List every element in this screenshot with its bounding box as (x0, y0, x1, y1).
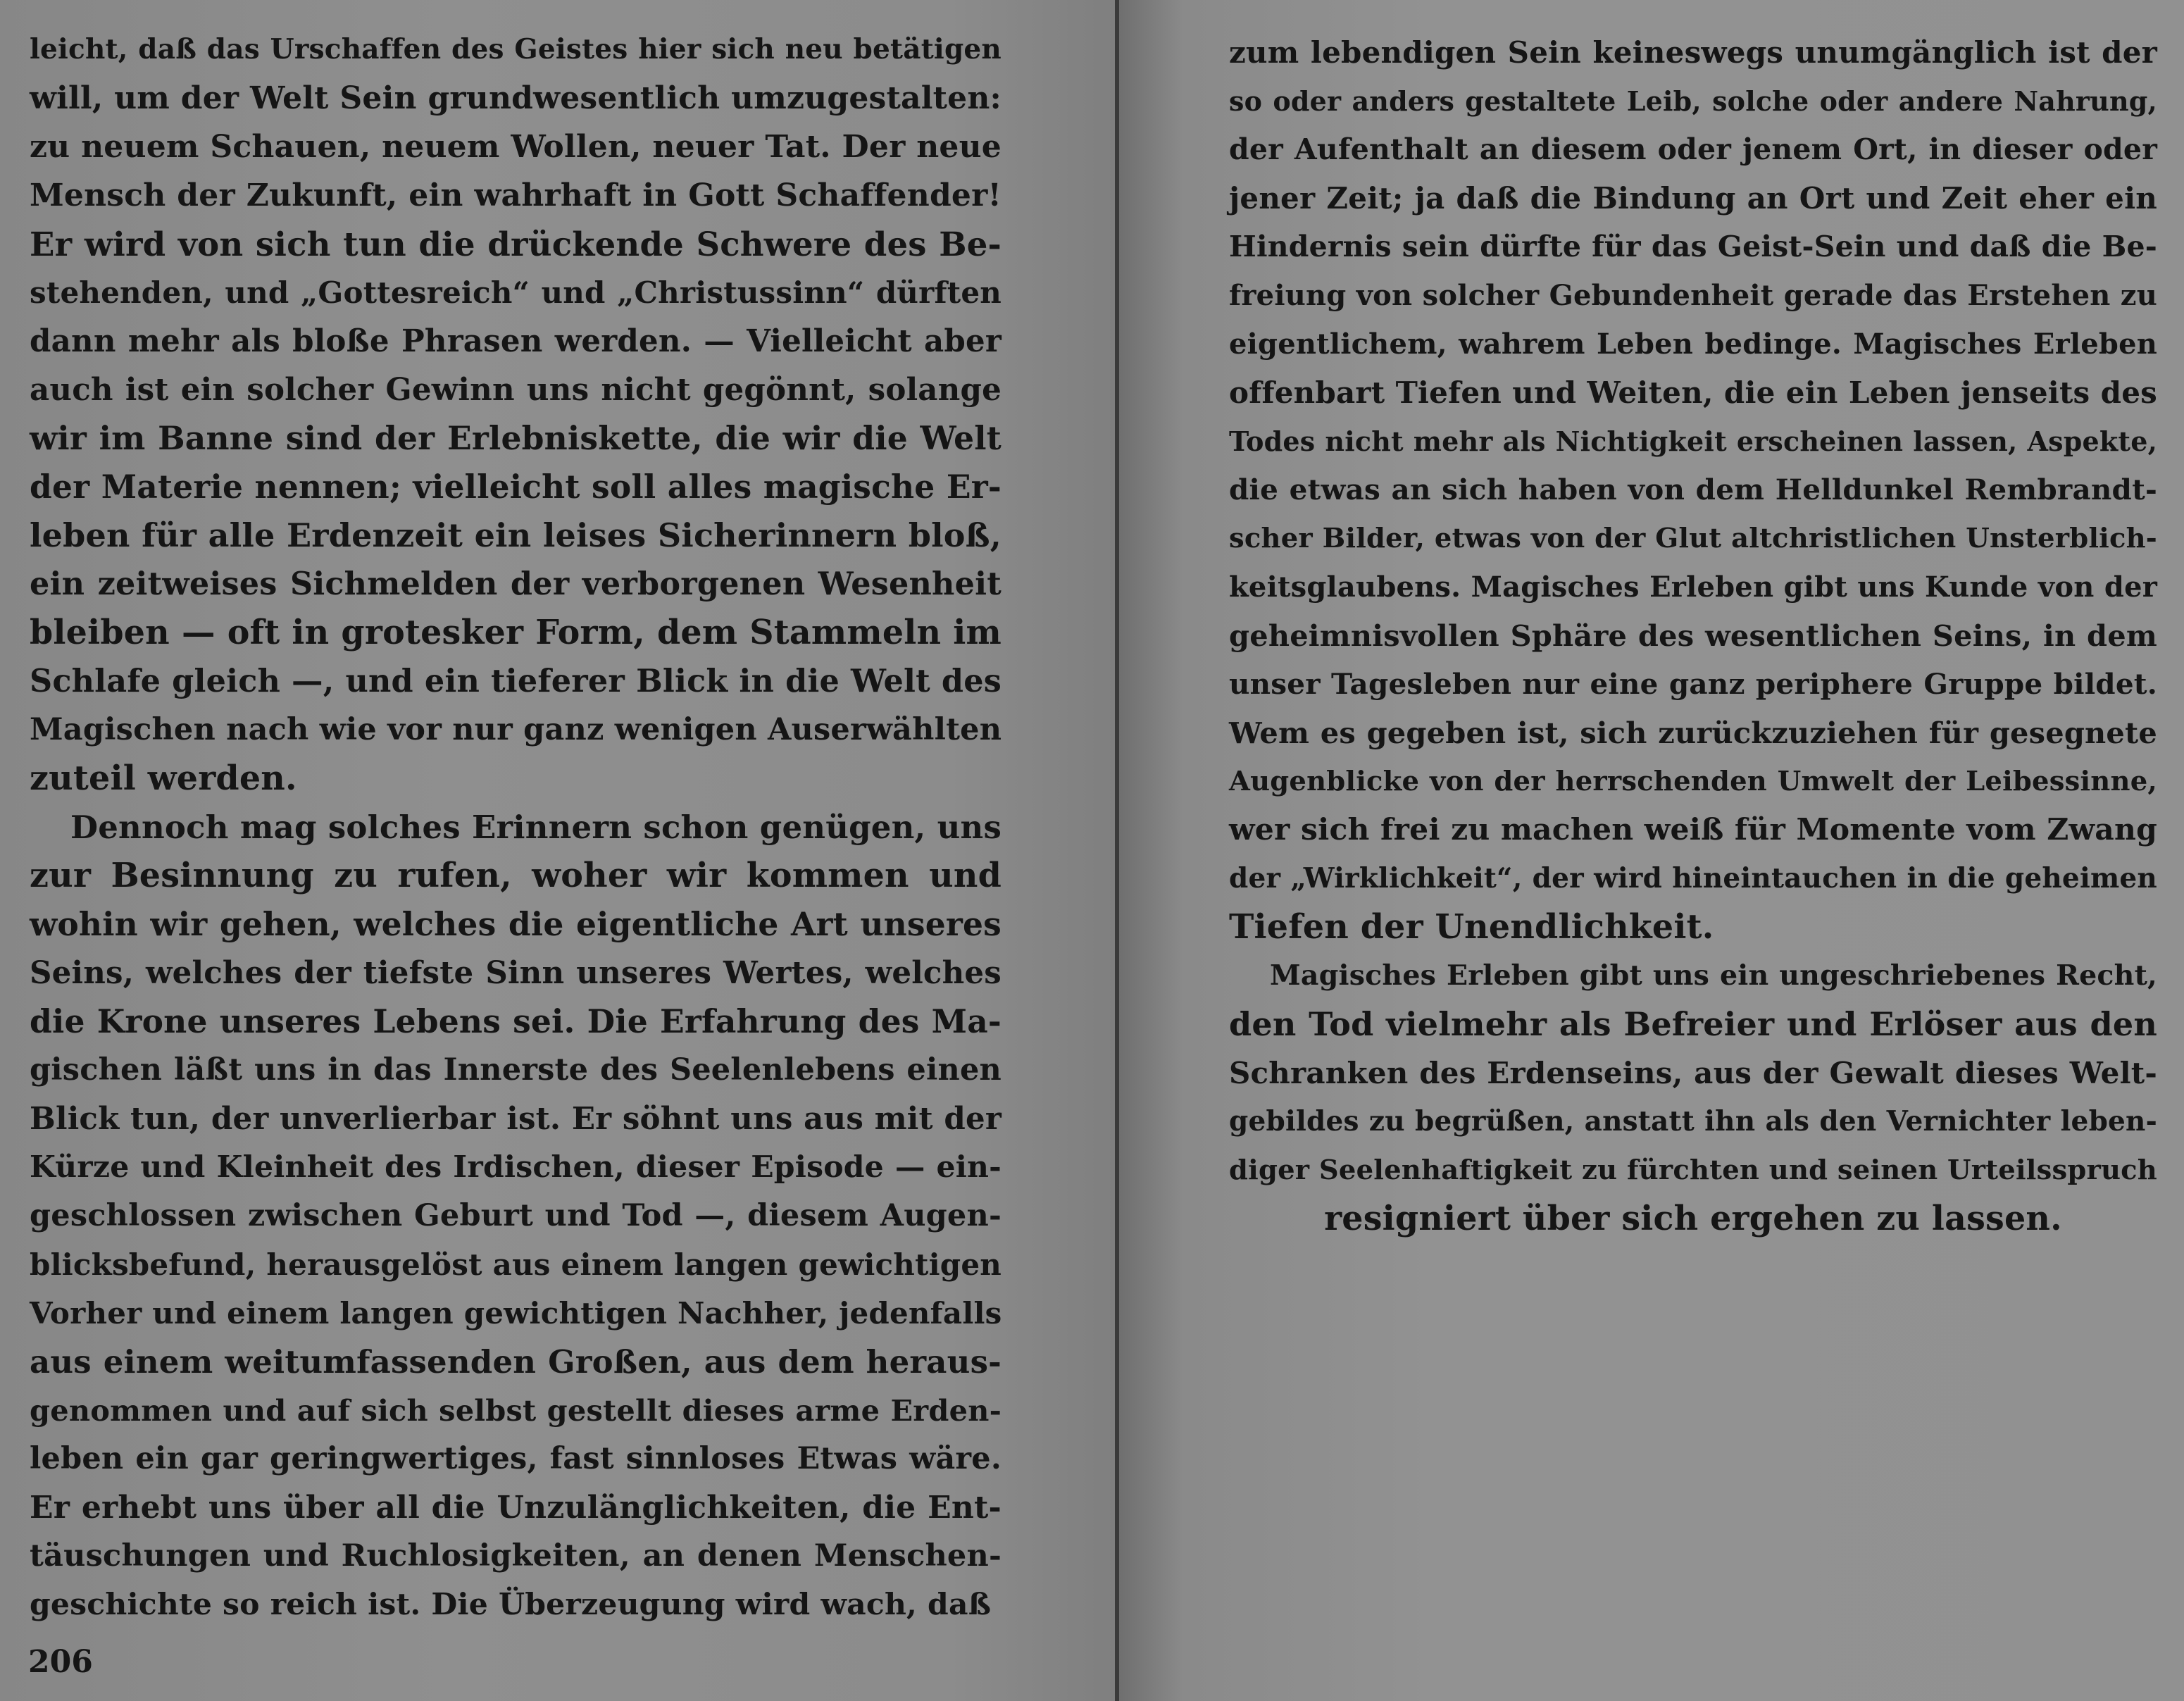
text-line: aus einem weitumfassenden Großen, aus dem heraus- (30, 1343, 1001, 1381)
right-page-text (1229, 28, 2157, 1243)
text-line: geschlossen zwischen Geburt und Tod —, diesem Augen- (30, 1198, 1001, 1233)
text-line: geheimnisvollen Sphäre des wesentlichen Seins, in dem (1229, 618, 2157, 653)
text-line: offenbart Tiefen und Weiten, die ein Leben jenseits des (1229, 375, 2157, 410)
text-line: stehenden, und „Gottesreich“ und „Christussinn“ dürften (30, 275, 1001, 310)
text-line: eigentlichem, wahrem Leben bedinge. Magisches Erleben (1229, 328, 2157, 361)
text-line: jener Zeit; ja daß die Bindung an Ort und Zeit eher ein (1229, 181, 2157, 216)
text-line: Dennoch mag solches Erinnern schon genügen, uns (70, 809, 1001, 846)
text-line: der „Wirklichkeit“, der wird hineintauchen in die geheimen (1229, 862, 2157, 895)
text-line: Blick tun, der unverlierbar ist. Er söhnt uns aus mit der (30, 1101, 1001, 1137)
text-line: Er wird von sich tun die drückende Schwere des Be- (30, 225, 1001, 263)
text-line: Mensch der Zukunft, ein wahrhaft in Gott Schaffender! (30, 177, 1001, 213)
text-line: Er erhebt uns über all die Unzulänglichkeiten, die Ent- (30, 1490, 1001, 1526)
text-line: leben ein gar geringwertiges, fast sinnloses Etwas wäre. (30, 1441, 1001, 1476)
text-line: blicksbefund, herausgelöst aus einem langen gewichtigen (30, 1247, 1001, 1282)
text-line: Vorher und einem langen gewichtigen Nachher, jedenfalls (30, 1296, 1002, 1331)
text-line: resigniert über sich ergehen zu lassen. (1324, 1199, 2062, 1238)
text-line: ein zeitweises Sichmelden der verborgenen Wesenheit (30, 566, 1001, 602)
text-line: der Materie nennen; vielleicht soll alles magische Er- (30, 468, 1001, 506)
text-line: will, um der Welt Sein grundwesentlich umzugestalten: (30, 80, 1001, 116)
text-line: unser Tagesleben nur eine ganz periphere Gruppe bildet. (1229, 667, 2157, 701)
text-line: freiung von solcher Gebundenheit gerade das Erstehen zu (1229, 279, 2157, 312)
text-line: die Krone unseres Lebens sei. Die Erfahrung des Ma- (30, 1002, 1001, 1040)
left-page-text (30, 25, 1001, 1629)
text-line: leben für alle Erdenzeit ein leises Sicherinnern bloß, (30, 516, 1001, 554)
text-line: Wem es gegeben ist, sich zurückzuziehen für gesegnete (1229, 716, 2157, 750)
text-line: scher Bilder, etwas von der Glut altchristlichen Unsterblich- (1229, 523, 2157, 554)
text-line: bleiben — oft in grotesker Form, dem Stammeln im (30, 613, 1001, 652)
text-line: diger Seelenhaftigkeit zu fürchten und seinen Urteilsspruch (1229, 1154, 2157, 1186)
text-line: leicht, daß das Urschaffen des Geistes hier sich neu betätigen (30, 33, 1001, 66)
page-number: 206 (28, 1644, 93, 1680)
text-line: wohin wir gehen, welches die eigentliche Art unseres (30, 905, 1001, 943)
text-line: Schlafe gleich —, und ein tieferer Blick in die Welt des (30, 663, 1001, 699)
text-line: zuteil werden. (30, 759, 297, 798)
text-line: so oder anders gestaltete Leib, solche oder andere Nahrung, (1229, 85, 2157, 117)
text-line: genommen und auf sich selbst gestellt dieses arme Erden- (30, 1393, 1001, 1428)
text-line: Kürze und Kleinheit des Irdischen, dieser Episode — ein- (30, 1149, 1001, 1185)
text-line: Augenblicke von der herrschenden Umwelt der Leibessinne, (1229, 766, 2157, 797)
text-line: Seins, welches der tiefste Sinn unseres Wertes, welches (30, 955, 1001, 991)
text-line: gischen läßt uns in das Innerste des Seelenlebens einen (30, 1052, 1001, 1088)
text-line: Hindernis sein dürfte für das Geist-Sein und daß die Be- (1229, 230, 2157, 263)
text-line: keitsglaubens. Magisches Erleben gibt uns Kunde von der (1229, 571, 2157, 604)
text-line: gebildes zu begrüßen, anstatt ihn als den Vernichter leben- (1229, 1105, 2157, 1138)
text-line: Tiefen der Unendlichkeit. (1229, 907, 1714, 947)
text-line: wir im Banne sind der Erlebniskette, die wir die Welt (30, 419, 1001, 457)
text-line: dann mehr als bloße Phrasen werden. — Vielleicht aber (30, 323, 1001, 359)
text-line: auch ist ein solcher Gewinn uns nicht gegönnt, solange (30, 372, 1001, 408)
text-line: Magischen nach wie vor nur ganz wenigen Auserwählten (30, 712, 1002, 747)
text-line: täuschungen und Ruchlosigkeiten, an denen Menschen- (30, 1538, 1001, 1574)
text-line: zum lebendigen Sein keineswegs unumgänglich ist der (1229, 35, 2157, 70)
text-line: Magisches Erleben gibt uns ein ungeschriebenes Recht, (1270, 959, 2157, 992)
text-line: Schranken des Erdenseins, aus der Gewalt dieses Welt- (1229, 1056, 2157, 1090)
text-line: wer sich frei zu machen weiß für Momente vom Zwang (1229, 812, 2157, 847)
text-line: den Tod vielmehr als Befreier und Erlöser aus den (1229, 1005, 2157, 1043)
text-line: zu neuem Schauen, neuem Wollen, neuer Tat. Der neue (30, 129, 1001, 165)
text-line: die etwas an sich haben von dem Helldunkel Rembrandt- (1229, 473, 2157, 506)
text-line: geschichte so reich ist. Die Überzeugung wird wach, daß (30, 1587, 992, 1622)
text-line: der Aufenthalt an diesem oder jenem Ort, in dieser oder (1229, 132, 2157, 166)
text-line: zur Besinnung zu rufen, woher wir kommen und (30, 856, 1001, 895)
text-line: Todes nicht mehr als Nichtigkeit erscheinen lassen, Aspekte, (1229, 425, 2157, 457)
